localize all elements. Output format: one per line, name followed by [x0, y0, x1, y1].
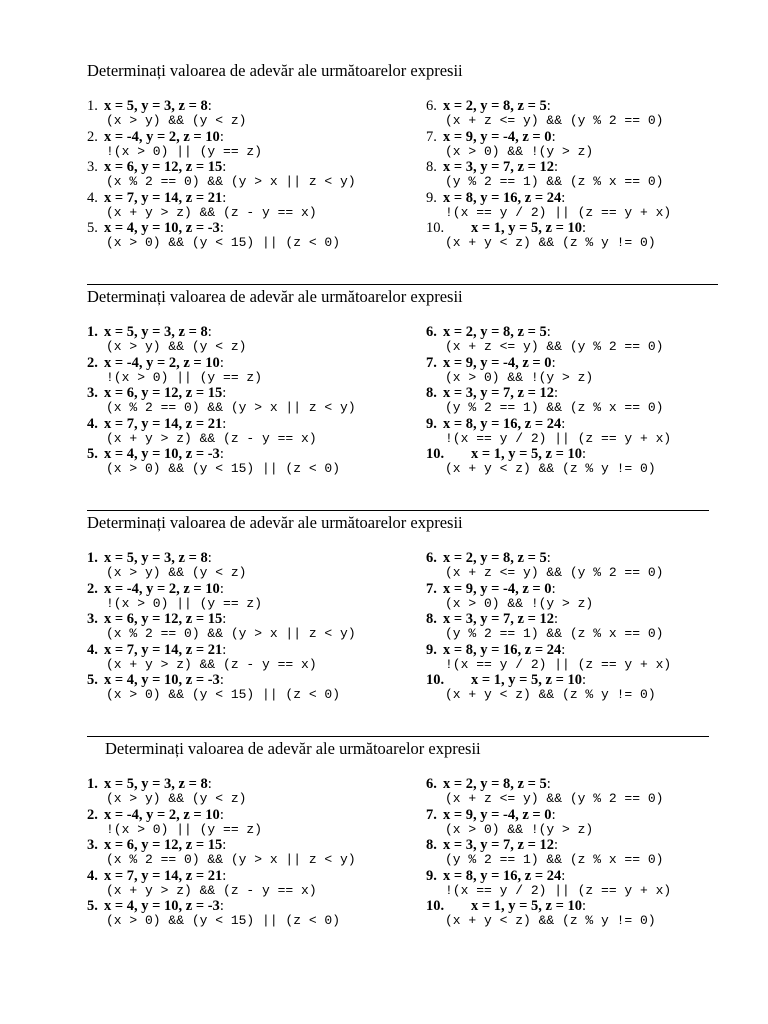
item-expression: (x + y < z) && (z % y != 0)	[445, 687, 656, 702]
item-number: 10.	[426, 898, 445, 914]
item-expression: (x + z <= y) && (y % 2 == 0)	[445, 565, 664, 580]
item-header	[87, 355, 224, 371]
item-expression: (x > y) && (y < z)	[106, 339, 247, 354]
item-expression: !(x == y / 2) || (z == y + x)	[445, 430, 672, 446]
item-number: 6.	[426, 98, 437, 114]
item-colon: :	[219, 354, 224, 371]
item-variables: x = 6, y = 12, z = 15	[104, 611, 223, 627]
item-colon: :	[222, 837, 227, 853]
item-number: 5.	[87, 898, 98, 914]
item-expression: (y % 2 == 1) && (z % x == 0)	[445, 174, 664, 189]
item-variables: x = 3, y = 7, z = 12	[443, 159, 554, 175]
item-header	[87, 898, 224, 914]
item-colon: :	[561, 415, 566, 432]
item-colon: :	[561, 641, 566, 658]
item-variables: x = 8, y = 16, z = 24	[443, 415, 562, 432]
item-colon: :	[553, 837, 559, 853]
item-expression: (x + y > z) && (z - y == x)	[106, 656, 317, 672]
item-expression: !(x == y / 2) || (z == y + x)	[445, 656, 672, 672]
item-colon: :	[551, 580, 556, 597]
item-variables: x = -4, y = 2, z = 10	[104, 128, 220, 145]
item-colon: :	[219, 898, 224, 914]
item-expression: (x % 2 == 0) && (y > x || z < y)	[106, 174, 356, 189]
item-colon: :	[207, 550, 212, 566]
item-number: 8.	[426, 611, 437, 627]
item-colon: :	[207, 776, 212, 792]
item-colon: :	[581, 672, 587, 688]
item-header	[87, 672, 224, 688]
item-colon: :	[581, 220, 587, 236]
item-colon: :	[207, 98, 212, 114]
item-header	[87, 220, 224, 236]
item-variables: x = 1, y = 5, z = 10	[471, 220, 582, 236]
item-variables: x = 4, y = 10, z = -3	[104, 446, 220, 462]
item-header	[426, 416, 565, 432]
item-number: 8.	[426, 837, 437, 853]
item-variables: x = 5, y = 3, z = 8	[104, 776, 208, 792]
item-variables: x = 2, y = 8, z = 5	[443, 776, 547, 792]
item-header	[426, 776, 551, 792]
item-colon: :	[222, 159, 227, 175]
item-colon: :	[219, 128, 224, 145]
item-number: 2.	[87, 580, 98, 597]
item-header	[87, 129, 224, 145]
item-variables: x = 9, y = -4, z = 0	[443, 128, 552, 145]
item-number: 9.	[426, 189, 437, 206]
item-number: 4.	[87, 415, 98, 432]
item-header	[426, 581, 556, 597]
item-expression: (y % 2 == 1) && (z % x == 0)	[445, 852, 664, 867]
item-expression: (x > 0) && (y < 15) || (z < 0)	[106, 461, 341, 476]
divider-line	[87, 284, 718, 285]
item-colon: :	[553, 159, 559, 175]
item-colon: :	[219, 806, 224, 823]
item-number: 2.	[87, 806, 98, 823]
item-variables: x = 7, y = 14, z = 21	[104, 189, 223, 206]
item-variables: x = 1, y = 5, z = 10	[471, 898, 582, 914]
item-expression: (x > 0) && (y < 15) || (z < 0)	[106, 235, 341, 250]
item-expression: (x > 0) && !(y > z)	[445, 369, 594, 385]
item-colon: :	[553, 385, 559, 401]
item-number: 10.	[426, 446, 445, 462]
item-variables: x = 9, y = -4, z = 0	[443, 354, 552, 371]
item-colon: :	[551, 354, 556, 371]
item-header	[426, 611, 558, 627]
item-header	[87, 98, 212, 114]
item-variables: x = 2, y = 8, z = 5	[443, 324, 547, 340]
item-expression: !(x > 0) || (y == z)	[106, 821, 263, 837]
item-expression: (x + z <= y) && (y % 2 == 0)	[445, 791, 664, 806]
item-number: 1.	[87, 324, 98, 340]
item-expression: (x + z <= y) && (y % 2 == 0)	[445, 339, 664, 354]
item-expression: (x > 0) && (y < 15) || (z < 0)	[106, 913, 341, 928]
item-header	[426, 159, 558, 175]
item-header	[87, 446, 224, 462]
item-expression: (x + y > z) && (z - y == x)	[106, 430, 317, 446]
item-number: 3.	[87, 159, 98, 175]
item-number: 3.	[87, 837, 98, 853]
item-number: 10.	[426, 220, 445, 236]
item-expression: !(x == y / 2) || (z == y + x)	[445, 882, 672, 898]
item-expression: (x > 0) && !(y > z)	[445, 821, 594, 837]
item-variables: x = 5, y = 3, z = 8	[104, 324, 208, 340]
item-colon: :	[553, 611, 559, 627]
item-variables: x = 6, y = 12, z = 15	[104, 837, 223, 853]
item-colon: :	[222, 415, 227, 432]
item-number: 7.	[426, 580, 437, 597]
item-expression: !(x > 0) || (y == z)	[106, 143, 263, 159]
item-header	[426, 898, 586, 914]
item-variables: x = 4, y = 10, z = -3	[104, 672, 220, 688]
item-colon: :	[581, 898, 587, 914]
item-number: 7.	[426, 806, 437, 823]
item-header	[426, 190, 565, 206]
item-colon: :	[222, 385, 227, 401]
item-header	[426, 385, 558, 401]
item-colon: :	[551, 806, 556, 823]
item-colon: :	[219, 220, 224, 236]
item-expression: (x + y < z) && (z % y != 0)	[445, 235, 656, 250]
item-number: 10.	[426, 672, 445, 688]
item-number: 6.	[426, 550, 437, 566]
item-header	[426, 355, 556, 371]
item-header	[87, 159, 226, 175]
item-number: 4.	[87, 189, 98, 206]
item-colon: :	[546, 324, 551, 340]
section-title: Determinați valoarea de adevăr ale următoarelor expresii	[87, 513, 463, 532]
item-expression: !(x > 0) || (y == z)	[106, 595, 263, 611]
item-variables: x = 4, y = 10, z = -3	[104, 220, 220, 236]
item-number: 8.	[426, 159, 437, 175]
item-header	[426, 324, 551, 340]
item-expression: (x > 0) && !(y > z)	[445, 143, 594, 159]
item-header	[87, 324, 212, 340]
item-variables: x = 4, y = 10, z = -3	[104, 898, 220, 914]
item-colon: :	[222, 611, 227, 627]
item-variables: x = 2, y = 8, z = 5	[443, 98, 547, 114]
item-number: 5.	[87, 446, 98, 462]
item-expression: (x % 2 == 0) && (y > x || z < y)	[106, 400, 356, 415]
item-header	[87, 642, 226, 658]
item-header	[87, 807, 224, 823]
item-number: 9.	[426, 641, 437, 658]
item-number: 4.	[87, 641, 98, 658]
item-variables: x = 3, y = 7, z = 12	[443, 385, 554, 401]
section-title: Determinați valoarea de adevăr ale următoarelor expresii	[87, 287, 463, 306]
item-colon: :	[219, 672, 224, 688]
item-header	[87, 776, 212, 792]
item-expression: (x + y < z) && (z % y != 0)	[445, 913, 656, 928]
item-colon: :	[546, 550, 551, 566]
item-expression: (x + y > z) && (z - y == x)	[106, 882, 317, 898]
item-expression: (x + z <= y) && (y % 2 == 0)	[445, 113, 664, 128]
item-variables: x = -4, y = 2, z = 10	[104, 806, 220, 823]
item-header	[426, 98, 551, 114]
item-colon: :	[219, 446, 224, 462]
item-expression: (x > 0) && !(y > z)	[445, 595, 594, 611]
item-number: 1.	[87, 550, 98, 566]
item-colon: :	[222, 867, 227, 884]
item-variables: x = 7, y = 14, z = 21	[104, 867, 223, 884]
item-variables: x = 7, y = 14, z = 21	[104, 641, 223, 658]
item-header	[426, 129, 556, 145]
item-header	[426, 220, 586, 236]
item-variables: x = -4, y = 2, z = 10	[104, 580, 220, 597]
item-variables: x = 9, y = -4, z = 0	[443, 806, 552, 823]
item-number: 5.	[87, 220, 98, 236]
item-expression: (x + y < z) && (z % y != 0)	[445, 461, 656, 476]
section-title: Determinați valoarea de adevăr ale următoarelor expresii	[87, 61, 463, 80]
item-header	[87, 190, 226, 206]
item-expression: (y % 2 == 1) && (z % x == 0)	[445, 626, 664, 641]
item-header	[426, 642, 565, 658]
item-variables: x = 3, y = 7, z = 12	[443, 837, 554, 853]
item-expression: (x + y > z) && (z - y == x)	[106, 204, 317, 220]
item-variables: x = 1, y = 5, z = 10	[471, 446, 582, 462]
item-colon: :	[546, 776, 551, 792]
item-header	[87, 611, 226, 627]
item-header	[87, 837, 226, 853]
item-number: 5.	[87, 672, 98, 688]
item-variables: x = -4, y = 2, z = 10	[104, 354, 220, 371]
item-colon: :	[546, 98, 551, 114]
item-expression: (x % 2 == 0) && (y > x || z < y)	[106, 626, 356, 641]
item-number: 1.	[87, 776, 98, 792]
divider-line	[87, 510, 709, 511]
item-colon: :	[219, 580, 224, 597]
item-variables: x = 8, y = 16, z = 24	[443, 867, 562, 884]
item-variables: x = 6, y = 12, z = 15	[104, 159, 223, 175]
item-number: 2.	[87, 128, 98, 145]
item-colon: :	[561, 189, 566, 206]
item-expression: (x > y) && (y < z)	[106, 791, 247, 806]
item-header	[426, 807, 556, 823]
item-expression: (x > y) && (y < z)	[106, 113, 247, 128]
item-variables: x = 5, y = 3, z = 8	[104, 98, 208, 114]
item-expression: (x % 2 == 0) && (y > x || z < y)	[106, 852, 356, 867]
item-number: 7.	[426, 354, 437, 371]
item-variables: x = 9, y = -4, z = 0	[443, 580, 552, 597]
item-number: 8.	[426, 385, 437, 401]
item-expression: (x > y) && (y < z)	[106, 565, 247, 580]
item-number: 3.	[87, 385, 98, 401]
section-title: Determinați valoarea de adevăr ale următoarelor expresii	[105, 739, 481, 758]
item-header	[87, 868, 226, 884]
item-variables: x = 1, y = 5, z = 10	[471, 672, 582, 688]
item-expression: (y % 2 == 1) && (z % x == 0)	[445, 400, 664, 415]
item-number: 6.	[426, 776, 437, 792]
item-header	[426, 868, 565, 884]
item-expression: (x > 0) && (y < 15) || (z < 0)	[106, 687, 341, 702]
item-number: 2.	[87, 354, 98, 371]
item-header	[426, 550, 551, 566]
item-colon: :	[222, 641, 227, 658]
item-header	[87, 550, 212, 566]
item-expression: !(x == y / 2) || (z == y + x)	[445, 204, 672, 220]
item-variables: x = 5, y = 3, z = 8	[104, 550, 208, 566]
item-colon: :	[561, 867, 566, 884]
item-header	[87, 416, 226, 432]
divider-line	[87, 736, 709, 737]
item-variables: x = 6, y = 12, z = 15	[104, 385, 223, 401]
item-header	[87, 385, 226, 401]
item-variables: x = 8, y = 16, z = 24	[443, 189, 562, 206]
item-number: 9.	[426, 415, 437, 432]
item-header	[426, 672, 586, 688]
item-colon: :	[222, 189, 227, 206]
item-number: 7.	[426, 128, 437, 145]
item-number: 1.	[87, 98, 98, 114]
item-header	[426, 837, 558, 853]
item-variables: x = 2, y = 8, z = 5	[443, 550, 547, 566]
item-number: 9.	[426, 867, 437, 884]
item-colon: :	[207, 324, 212, 340]
item-variables: x = 3, y = 7, z = 12	[443, 611, 554, 627]
item-number: 4.	[87, 867, 98, 884]
item-colon: :	[581, 446, 587, 462]
item-variables: x = 8, y = 16, z = 24	[443, 641, 562, 658]
item-header	[426, 446, 586, 462]
item-header	[87, 581, 224, 597]
item-colon: :	[551, 128, 556, 145]
item-number: 6.	[426, 324, 437, 340]
item-expression: !(x > 0) || (y == z)	[106, 369, 263, 385]
item-variables: x = 7, y = 14, z = 21	[104, 415, 223, 432]
item-number: 3.	[87, 611, 98, 627]
